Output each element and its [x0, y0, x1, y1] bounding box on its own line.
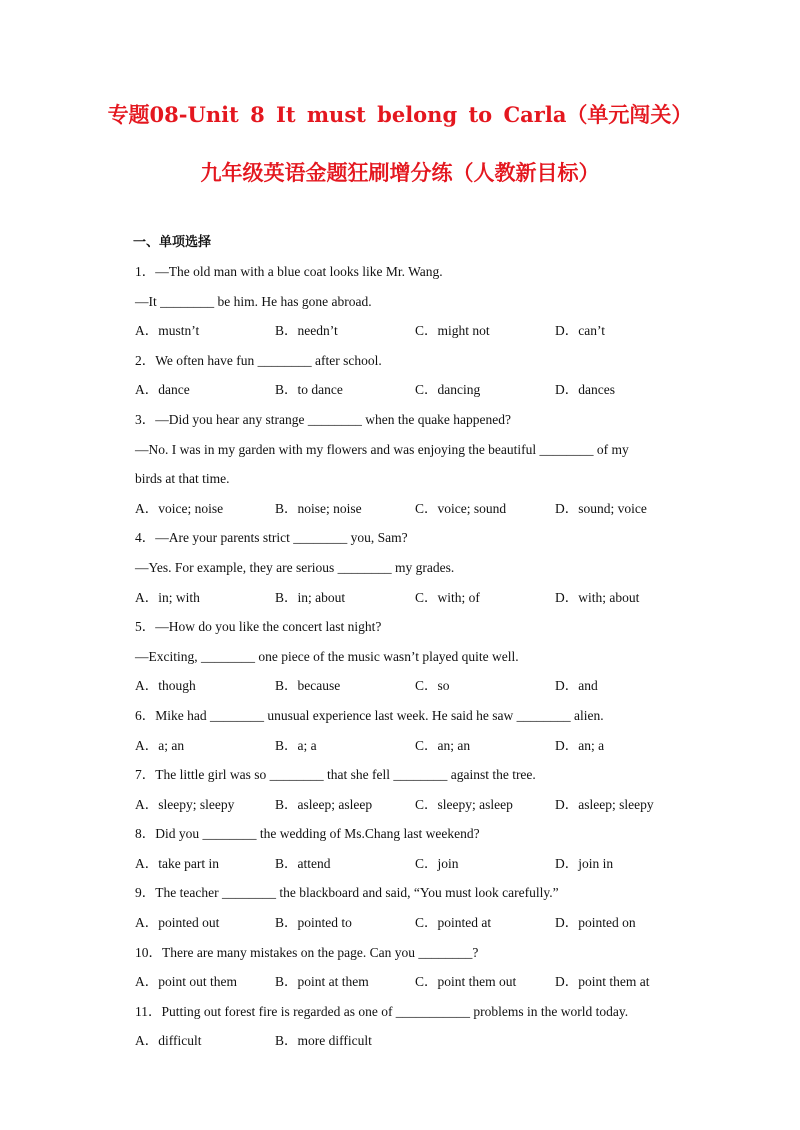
- question-item: [135, 523, 675, 612]
- answer-options: [135, 790, 675, 820]
- answer-options: [135, 908, 675, 938]
- answer-option[interactable]: C．dancing: [415, 382, 481, 398]
- answer-option[interactable]: B．noise; noise: [275, 500, 362, 516]
- answer-option[interactable]: D．can’t: [555, 323, 605, 339]
- answer-option[interactable]: C．an; an: [415, 737, 471, 753]
- answer-option[interactable]: C．pointed at: [415, 915, 492, 931]
- question-line: birds at that time.: [135, 471, 230, 487]
- answer-option[interactable]: B．asleep; asleep: [275, 796, 373, 812]
- answer-option[interactable]: A．pointed out: [135, 915, 220, 931]
- answer-option[interactable]: A．in; with: [135, 589, 200, 605]
- answer-option[interactable]: D．dances: [555, 382, 615, 398]
- question-line: —It ________ be him. He has gone abroad.: [135, 293, 372, 309]
- answer-options: [135, 849, 675, 879]
- question-stem: 8．Did you ________ the wedding of Ms.Chang last weekend?: [135, 826, 480, 842]
- answer-option[interactable]: C．might not: [415, 323, 490, 339]
- answer-option[interactable]: D．an; a: [555, 737, 605, 753]
- question-list: [135, 257, 675, 1056]
- answer-option[interactable]: A．difficult: [135, 1033, 202, 1049]
- answer-option[interactable]: A．though: [135, 678, 196, 694]
- answer-option[interactable]: B．needn’t: [275, 323, 338, 339]
- answer-option[interactable]: C．with; of: [415, 589, 480, 605]
- question-stem: 1．—The old man with a blue coat looks like Mr. Wang.: [135, 264, 443, 279]
- answer-option[interactable]: A．voice; noise: [135, 500, 224, 516]
- answer-options: [135, 1026, 675, 1056]
- answer-options: [135, 494, 675, 524]
- question-stem: 6．Mike had ________ unusual experience last week. He said he saw ________ alien.: [135, 707, 604, 723]
- answer-option[interactable]: D．sound; voice: [555, 500, 647, 516]
- answer-option[interactable]: C．sleepy; asleep: [415, 796, 513, 812]
- document-subtitle: 九年级英语金题狂刷增分练（人教新目标）: [200, 160, 600, 185]
- answer-option[interactable]: D．point them at: [555, 974, 650, 990]
- answer-option[interactable]: D．and: [555, 678, 598, 694]
- question-line: —Exciting, ________ one piece of the music wasn’t played quite well.: [135, 648, 519, 664]
- question-stem: 5．—How do you like the concert last night?: [135, 619, 382, 635]
- question-stem: 9．The teacher ________ the blackboard and said, “You must look carefully.”: [135, 885, 559, 901]
- answer-option[interactable]: D．asleep; sleepy: [555, 796, 654, 812]
- question-item: [135, 405, 675, 523]
- answer-options: [135, 316, 675, 346]
- answer-option[interactable]: B．a; a: [275, 737, 317, 753]
- question-item: [135, 878, 675, 937]
- answer-option[interactable]: C．join: [415, 855, 459, 871]
- question-stem: 7．The little girl was so ________ that she fell ________ against the tree.: [135, 767, 536, 783]
- question-item: [135, 997, 675, 1056]
- answer-option[interactable]: C．voice; sound: [415, 500, 507, 516]
- answer-option[interactable]: B．to dance: [275, 382, 343, 398]
- answer-option[interactable]: C．point them out: [415, 974, 517, 990]
- question-line: —No. I was in my garden with my flowers and was enjoying the beautiful ________ of my: [135, 441, 629, 457]
- question-stem: 10．There are many mistakes on the page. Can you ________?: [135, 944, 479, 960]
- question-line: —Yes. For example, they are serious ________ my grades.: [135, 559, 455, 575]
- question-stem: 2．We often have fun ________ after school.: [135, 352, 382, 368]
- answer-option[interactable]: B．more difficult: [275, 1033, 372, 1049]
- answer-options: [135, 583, 675, 613]
- answer-option[interactable]: D．pointed on: [555, 915, 636, 931]
- question-item: [135, 612, 675, 701]
- question-item: [135, 760, 675, 819]
- answer-option[interactable]: A．point out them: [135, 974, 237, 990]
- answer-option[interactable]: B．attend: [275, 855, 331, 871]
- answer-option[interactable]: D．join in: [555, 855, 614, 871]
- answer-options: [135, 967, 675, 997]
- answer-options: [135, 375, 675, 405]
- answer-option[interactable]: C．so: [415, 678, 450, 694]
- question-item: [135, 938, 675, 997]
- answer-option[interactable]: A．sleepy; sleepy: [135, 796, 235, 812]
- question-item: [135, 819, 675, 878]
- section-heading: 一、单项选择: [133, 235, 212, 250]
- answer-option[interactable]: D．with; about: [555, 589, 640, 605]
- document-title: 专题08-Unit 8 It must belong to Carla（单元闯关）: [107, 102, 693, 127]
- question-stem: 11．Putting out forest fire is regarded as one of ___________ problems in the world today.: [135, 1003, 629, 1019]
- answer-option[interactable]: A．take part in: [135, 855, 219, 871]
- question-stem: 3．—Did you hear any strange ________ when the quake happened?: [135, 411, 512, 427]
- answer-options: [135, 671, 675, 701]
- answer-options: [135, 731, 675, 761]
- answer-option[interactable]: A．dance: [135, 382, 190, 398]
- question-item: [135, 346, 675, 405]
- question-item: [135, 701, 675, 760]
- answer-option[interactable]: B．point at them: [275, 974, 369, 990]
- question-item: [135, 257, 675, 346]
- answer-option[interactable]: A．a; an: [135, 737, 185, 753]
- answer-option[interactable]: B．in; about: [275, 589, 346, 605]
- question-stem: 4．—Are your parents strict ________ you, Sam?: [135, 530, 408, 546]
- answer-option[interactable]: A．mustn’t: [135, 323, 200, 339]
- answer-option[interactable]: B．pointed to: [275, 915, 352, 931]
- answer-option[interactable]: B．because: [275, 678, 341, 694]
